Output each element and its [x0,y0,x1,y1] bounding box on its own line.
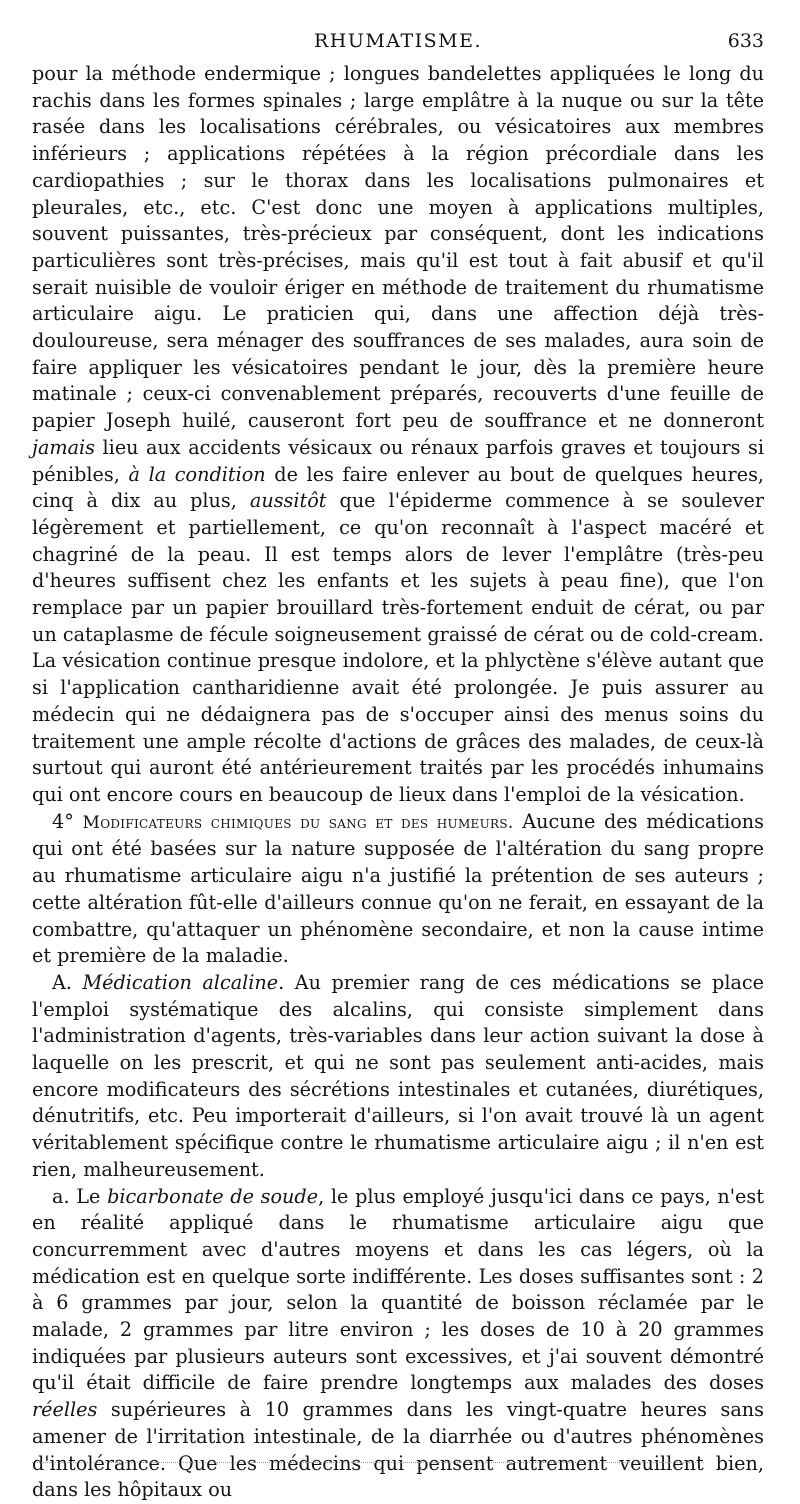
paragraph-text: , le plus employé jusqu'ici dans ce pays, n'est en réalité appliqué dans le rhumatisme articulaire aigu que concurremment avec d'autres moyens et dans les cas légers, où la médication est en quelque sorte indifférente. Les doses suffisantes sont : 2 à 6 grammes par jour, selon la quantité de boisson réclamée par le malade, 2 grammes par litre environ ; les doses de 10 à 20 grammes indiquées par plusieurs auteurs sont excessives, et j'ai souvent démontré qu'il était difficile de faire prendre longtemps aux malades des doses [32,1184,764,1395]
paragraph-text: supérieures à 10 grammes dans les vingt-quatre heures sans amener de l'irritation intestinale, de la diarrhée ou d'autres phénomènes d'intolérance. Que les médecins qui pensent autrement veuillent bien, dans les hôpitaux ou [32,1398,764,1502]
running-title: RHUMATISME. [313,30,483,52]
paragraph-text: Au premier rang de ces médications se place l'emploi systématique des alcalins, qui consiste simplement dans l'administration d'agents, très-variables dans leur action suivant la dose à laquelle on les prescrit, et qui ne sont pas seulement anti-acides, mais encore modificateurs des sécrétions intestinales et cutanées, diurétiques, dénutritifs, etc. Peu importerait d'ailleurs, si l'on avait trouvé là un agent véritablement spécifique contre le rhumatisme articulaire aigu ; il n'en est rien, malheureusement. [32,970,765,1181]
page-number: 633 [727,30,764,52]
subsection-label: A. [52,970,83,994]
emphasis-aussitot: aussitôt [249,489,327,513]
paragraph-text: que l'épiderme commence à se soulever légèrement et partiellement, ce qu'on reconnaît à l'aspect macéré et chagriné de la peau. Il est temps alors de lever l'emplâtre (très-peu d'heures suffisent chez les enfants et les sujets à peau fine), que l'on remplace par un papier brouillard très-fortement enduit de cérat, ou par un cataplasme de fécule soigneusement graissé de cérat ou de cold-cream. La vésication continue presque indolore, et la phlyctène s'élève autant que si l'application cantharidienne avait été prolongée. Je puis assurer au médecin qui ne dédaignera pas de s'occuper ainsi des menus soins du traitement une ample récolte d'actions de grâces des malades, de ceux-là surtout qui auront été antérieurement traités par les procédés inhumains qui ont encore cours en beaucoup de lieux dans l'emploi de la vésication. [32,489,764,806]
paragraph-vesicatoires [32,61,764,809]
paragraph-medication-alcaline [32,970,764,1184]
paragraph-modificateurs [32,809,764,970]
paragraph-bicarbonate [32,1184,764,1504]
paragraph-text: Aucune des médications qui ont été basées sur la nature supposée de l'altération du sang propre au rhumatisme articulaire aigu n'a justifié la prétention de ses auteurs ; cette altération fût-elle d'ailleurs connue qu'on ne ferait, en essayant de la combattre, qu'attaquer un phénomène secondaire, et non la cause intime et première de la maladie. [32,809,764,968]
emphasis-bicarbonate: bicarbonate de soude [107,1184,319,1208]
emphasis-jamais: jamais [32,435,96,459]
page-body [32,61,764,1504]
item-label: a. Le [52,1184,108,1208]
paragraph-text: pour la méthode endermique ; longues bandelettes appliquées le long du rachis dans les formes spinales ; large emplâtre à la nuque ou sur la tête rasée dans les localisations cérébrales, ou vésicatoires aux membres inférieurs ; applications répétées à la région précordiale dans les cardiopathies ; sur le thorax dans les localisations pulmonaires et pleurales, etc., etc. C'est donc une moyen à applications multiples, souvent puissantes, très-précieux par conséquent, dont les indications particulières sont très-précises, mais qu'il est tout à fait abusif et qu'il serait nuisible de vouloir ériger en méthode de traitement du rhumatisme articulaire aigu. Le praticien qui, dans une affection déjà très-douloureuse, sera ménager des souffrances de ses malades, aura soin de faire appliquer les vésicatoires pendant le jour, dès la première heure matinale ; ceux-ci convenablement préparés, recouverts d'une feuille de papier Joseph huilé, causeront fort peu de souffrance et ne donneront [32,62,764,433]
page-header [32,30,764,56]
section-heading: Modificateurs chimiques du sang et des humeurs. [82,812,514,833]
paragraph-text: lieu aux accidents vésicaux ou rénaux parfois graves et toujours si pénibles, [32,435,764,486]
emphasis-condition: à la condition [128,462,266,486]
subsection-heading: Médication alcaline. [82,970,285,994]
paragraph-text: de les faire enlever au bout de quelques heures, cinq à dix au plus, [32,462,765,513]
footer-rule [32,1462,704,1463]
section-number: 4° [52,809,74,833]
emphasis-reelles: réelles [32,1398,98,1422]
